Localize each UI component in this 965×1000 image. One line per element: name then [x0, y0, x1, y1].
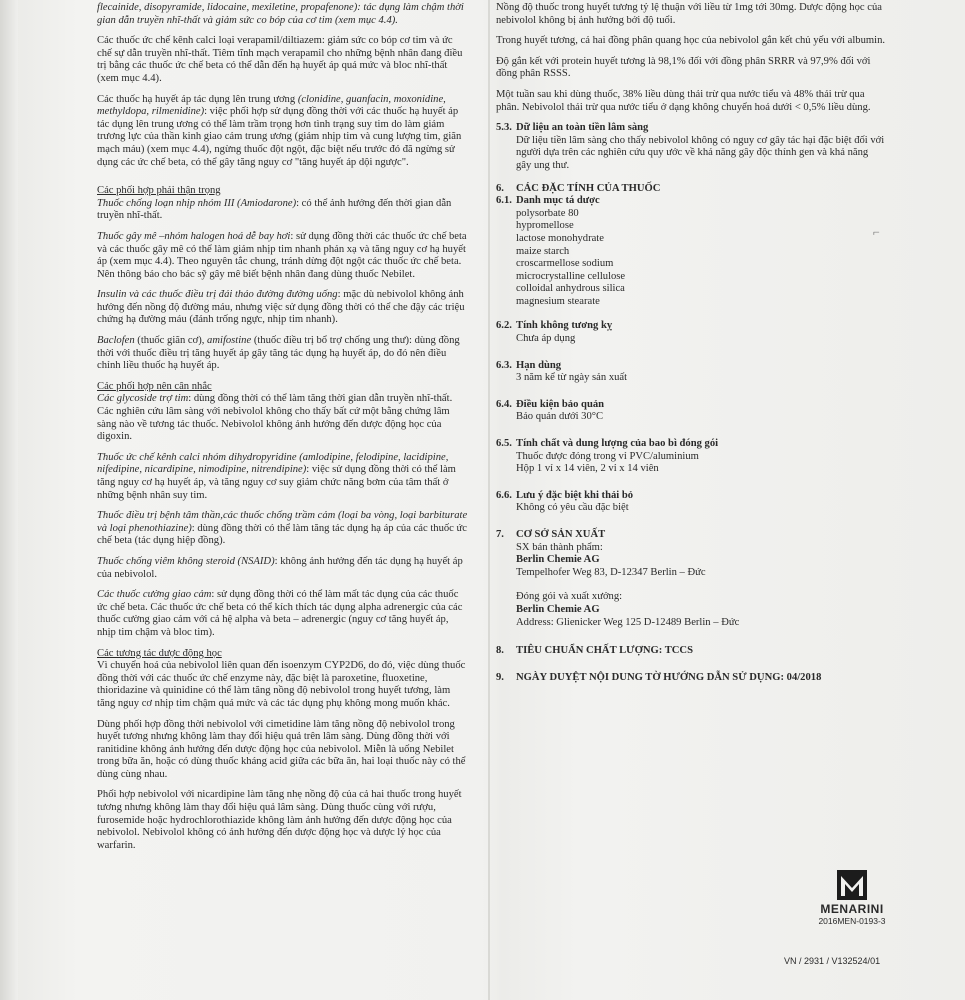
- paragraph: Trong huyết tương, cả hai đồng phân quang học của nebivolol gắn kết chủ yếu với albumin.: [496, 35, 886, 47]
- section-6-5: 6.5. Tính chất và dung lượng của bao bì đóng gói: [496, 438, 719, 450]
- excipient-item: colloidal anhydrous silica: [516, 283, 625, 295]
- address: Tempelhofer Weg 83, D-12347 Berlin – Đức: [516, 566, 706, 578]
- paragraph: Độ gắn kết với protein huyết tương là 98,1% đối với đồng phân SRRR và 97,9% đối với đồng phân RSSS.: [496, 55, 871, 80]
- footer-code: VN / 2931 / V132524/01: [784, 956, 881, 966]
- section-text: Đóng gói và xuất xưởng:: [516, 591, 623, 603]
- paragraph: Dữ liệu tiền lâm sàng cho thấy nebivolol không có nguy cơ gây tác hại đặc biệt đối với người dựa trên các nghiên cứu quy ước về khả năng gây độc thính gen và khả năng gây ung thư.: [516, 134, 885, 171]
- excipient-list: [496, 208, 886, 309]
- section-6: 6. CÁC ĐẶC TÍNH CỦA THUỐC: [496, 182, 661, 194]
- section-text: Hộp 1 vỉ x 14 viên, 2 vỉ x 14 viên: [516, 463, 659, 475]
- paragraph: Các thuốc hạ huyết áp tác dụng lên trung ương (clonidine, guanfacin, moxonidine, methyldopa, rilmenidine): việc phối hợp sử dụng đồng thời với các thuốc hạ huyết áp tác dụng lên trung ương có thể làm trầm trọng hơn tình trạng suy tim do làm giảm trương lực của thần kinh giao cảm trung ương (giảm nhịp tim và cung lượng tim, giãn mạch máu) (xem mục 4.4), ngừng thuốc đột ngột, đặc biệt nếu trước đó đã ngừng sử dụng các ức chế beta, có thể gây tăng nguy cơ "tăng huyết áp dội ngược".: [97, 93, 462, 168]
- paragraph: Thuốc điều trị bệnh tâm thần,các thuốc chống trầm cảm (loại ba vòng, loại barbiturate và loại phenothiazine): dùng đồng thời có thể làm tăng tác dụng hạ áp của các thuốc ức chế beta (tác dụng hiệp đồng).: [97, 510, 468, 547]
- paragraph: Insulin và các thuốc điều trị đái tháo đường đường uống: mặc dù nebivolol không ảnh hưởng đến nồng độ đường máu, nhưng việc sử dụng đồng thời có thể che đậy các triệu chứng hạ đường máu (đánh trống ngực, nhịp tim nhanh).: [97, 289, 465, 326]
- paragraph: Thuốc ức chế kênh calci nhóm dihydropyridine (amlodipine, felodipine, lacidipine, nifedipine, nicardipine, nimodipine, nitrendipine): việc sử dụng đồng thời có thể làm tăng nguy cơ hạ huyết áp, và tăng nguy cơ suy giảm chức năng bơm của tâm thất ở những bệnh nhân suy tim.: [97, 451, 456, 501]
- excipient-item: hypromellose: [516, 220, 574, 232]
- company-name: Berlin Chemie AG: [516, 554, 600, 566]
- paragraph: Baclofen (thuốc giãn cơ), amifostine (thuốc điều trị bổ trợ chống ung thư): dùng đồng thời với thuốc điều trị tăng huyết áp gây tăng tác dụng hạ huyết áp, do đó nên điều chỉnh liều thuốc hạ huyết áp.: [97, 335, 460, 372]
- menarini-logo: [812, 870, 892, 926]
- paragraph: Thuốc gây mê –nhóm halogen hoá dễ bay hơi: sử dụng đồng thời các thuốc ức chế beta và các thuốc gây mê có thể làm giảm nhịp tim nhanh phản xạ và tăng nguy cơ hạ huyết áp (xem mục 4.4). Theo nguyên tắc chung, tránh dừng đột ngột các thuốc ức chế beta. Nên thông báo cho bác sỹ gây mê biết bệnh nhân đang dùng thuốc Nebilet.: [97, 230, 467, 280]
- address: Address: Glienicker Weg 125 D-12489 Berlin – Đức: [516, 616, 740, 628]
- company-name: Berlin Chemie AG: [516, 603, 600, 615]
- excipient-item: lactose monohydrate: [516, 232, 604, 244]
- menarini-logo-icon: [837, 870, 867, 900]
- section-heading: Các phối hợp phải thận trọng: [97, 185, 221, 197]
- section-6-3: 6.3. Hạn dùng: [496, 359, 562, 371]
- excipient-item: magnesium stearate: [516, 295, 600, 307]
- section-text: 3 năm kể từ ngày sản xuất: [516, 372, 628, 384]
- paragraph: Vì chuyển hoá của nebivolol liên quan đến isoenzym CYP2D6, do đó, việc dùng thuốc đồng thời với các thuốc ức chế enzyme này, đặc biệt là paroxetine, fluoxetine, thioridazine và quinidine có thể làm tăng nồng độ nebivolol trong huyết tương, làm tăng nguy cơ nhịp tim chậm quá mức và các tác dụng phụ không mong muốn khác.: [97, 660, 466, 709]
- paragraph: Dùng phối hợp đồng thời nebivolol với cimetidine làm tăng nồng độ nebivolol trong huyết tương nhưng không làm thay đổi hiệu quả trên lâm sàng. Dùng đồng thời với ranitidine không ảnh hưởng đến dược động học của nebivolol. Miễn là uống Nebilet trong bữa ăn, hoặc có dùng thuốc kháng acid giữa các bữa ăn, hai loại thuốc này có thể dùng cùng nhau.: [97, 718, 466, 780]
- document-code: 2016MEN-0193-3: [818, 916, 886, 926]
- section-heading: Các phối hợp nên cân nhắc: [97, 380, 212, 392]
- section-text: Chưa áp dụng: [516, 333, 576, 345]
- section-6-2: 6.2. Tính không tương kỵ: [496, 320, 613, 332]
- section-heading: Các tương tác dược động học: [97, 647, 222, 659]
- paragraph: Phối hợp nebivolol với nicardipine làm tăng nhẹ nồng độ của cả hai thuốc trong huyết tương nhưng không làm thay đổi hiệu quả lâm sàng. Dùng thuốc cùng với rượu, furosemide hoặc hydrochlorothiazide không làm ảnh hưởng đến dược động học của nebivolol. Nebivolol không có ảnh hưởng đến dược động học và dược lý học của warfarin.: [97, 789, 462, 851]
- section-6-4: 6.4. Điều kiện bảo quản: [496, 398, 605, 410]
- paragraph: flecainide, disopyramide, lidocaine, mexiletine, propafenone): tác dụng làm chậm thời gian dẫn truyền nhĩ-thất và giảm sức co bóp của cơ tim (xem mục 4.4).: [97, 2, 464, 26]
- section-6-1: 6.1. Danh mục tá dược: [496, 195, 600, 207]
- brand-name: MENARINI: [820, 902, 884, 916]
- section-text: Không có yêu cầu đặc biệt: [516, 502, 629, 514]
- pen-mark: ⌐: [873, 225, 880, 239]
- page-fold: [488, 0, 490, 1000]
- paragraph: Các thuốc cường giao cảm: sử dụng đồng thời có thể làm mất tác dụng của các thuốc ức chế beta. Các thuốc ức chế beta có thể kích thích tác dụng alpha adrenergic của các thuốc cường giao cảm với cả hệ alpha và beta – adrenergic (nguy cơ tăng huyết áp, nhịp tim chậm và bloc tim).: [97, 589, 463, 638]
- section-5-3: 5.3. Dữ liệu an toàn tiền lâm sàng: [496, 122, 649, 134]
- section-8: 8. TIÊU CHUẨN CHẤT LƯỢNG: TCCS: [496, 645, 693, 657]
- paragraph: Các glycoside trợ tim: dùng đồng thời có thể làm tăng thời gian dẫn truyền nhĩ-thất. Các nghiên cứu lâm sàng với nebivolol không cho thấy bất cứ một bằng chứng lâm sàng nào về tương tác thuốc. Nebivolol không ảnh hưởng đến dược động học của digoxin.: [97, 393, 453, 443]
- right-column: [496, 2, 886, 684]
- excipient-item: maize starch: [516, 245, 570, 257]
- section-text: SX bán thành phẩm:: [516, 541, 603, 553]
- section-text: Thuốc được đóng trong vỉ PVC/aluminium: [516, 450, 699, 462]
- excipient-item: polysorbate 80: [516, 207, 579, 219]
- paragraph: Các thuốc ức chế kênh calci loại verapamil/diltiazem: giảm sức co bóp cơ tim và ức chế sự dẫn truyền nhĩ-thất. Tiêm tĩnh mạch verapamil cho những bệnh nhân đang điều trị bằng các thuốc ức chế beta có thể dẫn đến hạ huyết áp quá mức và bloc nhĩ-thất (xem mục 4.4).: [97, 35, 463, 84]
- section-9: 9. NGÀY DUYỆT NỘI DUNG TỜ HƯỚNG DẪN SỬ DỤNG: 04/2018: [496, 671, 822, 683]
- paragraph: Nồng độ thuốc trong huyết tương tỷ lệ thuận với liều từ 1mg tới 30mg. Dược động học của nebivolol không bị ảnh hưởng bởi độ tuổi.: [496, 2, 882, 26]
- section-text: Bảo quản dưới 30°C: [516, 411, 604, 423]
- paper-edge: [0, 0, 18, 1000]
- left-column: [97, 2, 469, 860]
- paragraph: Thuốc chống loạn nhịp nhóm III (Amiodarone): có thể ảnh hưởng đến thời gian dẫn truyền nhĩ-thất.: [97, 197, 452, 222]
- section-6-6: 6.6. Lưu ý đặc biệt khi thải bỏ: [496, 489, 634, 501]
- paragraph: Thuốc chống viêm không steroid (NSAID): không ảnh hưởng đến tác dụng hạ huyết áp của nebivolol.: [97, 555, 463, 580]
- paragraph: Một tuần sau khi dùng thuốc, 38% liều dùng thải trừ qua nước tiểu và 48% thải trừ qua phân. Nebivolol thải trừ qua nước tiểu ở dạng không chuyển hoá dưới < 0,5% liều dùng.: [496, 88, 871, 113]
- excipient-item: croscarmellose sodium: [516, 258, 614, 270]
- section-7: 7. CƠ SỞ SẢN XUẤT: [496, 529, 606, 540]
- excipient-item: microcrystalline cellulose: [516, 270, 626, 282]
